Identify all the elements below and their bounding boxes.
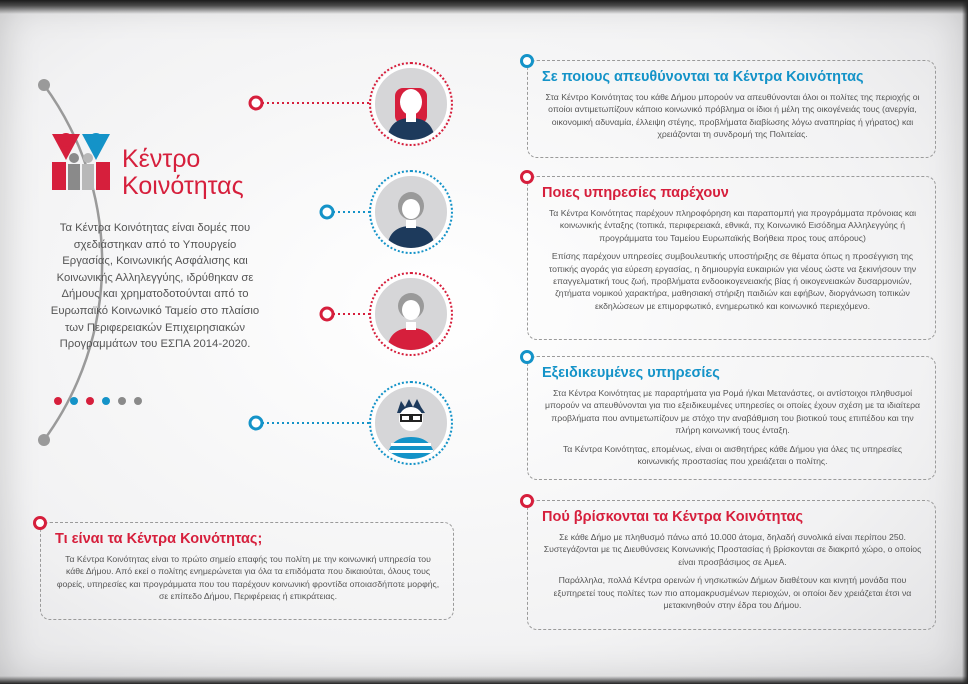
logo-mark-icon — [50, 130, 112, 192]
right-edge — [962, 0, 968, 684]
color-dots — [54, 392, 150, 410]
section-title: Σε ποιους απευθύνονται τα Κέντρα Κοινότητας — [542, 69, 864, 85]
logo-line-1: Κέντρο — [122, 145, 201, 173]
node-3 — [321, 308, 333, 320]
dot-red — [54, 397, 62, 405]
section-text: Παράλληλα, πολλά Κέντρα ορεινών ή νησιωτικών Δήμων διαθέτουν και κινητή μονάδα που εξυπηρετεί τους πολίτες των πιο απομακρυσμένων περιοχών, οι οποίοι δεν χρειάζεται έτσι να μετακινηθούν στην έδρα του Δήμου. — [553, 575, 912, 611]
dot-red — [86, 397, 94, 405]
avatar-young-man-glasses — [372, 384, 450, 462]
node-2 — [321, 206, 333, 218]
person-icon — [375, 176, 447, 248]
node-4 — [250, 417, 262, 429]
section-what — [40, 522, 454, 620]
logo-line-2: Κοινότητας — [122, 172, 244, 200]
section-title: Εξειδικευμένες υπηρεσίες — [542, 365, 720, 381]
section-marker — [33, 516, 47, 530]
person-icon — [375, 387, 447, 459]
section-who — [527, 60, 936, 158]
arc-end-top — [38, 79, 50, 91]
section-marker — [520, 170, 534, 184]
bottom-edge — [0, 676, 968, 684]
dot-grey — [134, 397, 142, 405]
section-text: Στα Κέντρο Κοινότητας του κάθε Δήμου μπορούν να απευθύνονται όλοι οι πολίτες της περιοχής οι οποίοι αντιμετωπίζουν κάποιο κοινωνικό πρόβλημα οι ίδιοι ή μέλη της οικογένειάς τους (ανεργία, οικονομική αδυναμία, έλλειψη στέγης, προβλήματα διαβίωσης λόγω αναπηρίας ή γήρατος) και χρειάζονται τη συνδρομή της Πολιτείας. — [545, 92, 920, 140]
node-1 — [250, 97, 262, 109]
avatar-woman-red-hair — [372, 65, 450, 143]
section-special — [527, 356, 936, 480]
dot-blue — [70, 397, 78, 405]
intro-text: Τα Κέντρα Κοινότητας είναι δομές που σχεδιάστηκαν από το Υπουργείο Εργασίας, Κοινωνικής Ασφάλισης και Κοινωνικής Αλληλεγγύης, ιδρύθηκαν σε Δήμους και χρηματοδοτούνται από το Ευρωπαϊκό Κοινωνικό Ταμείο στο πλαίσιο των Περιφερειακών Επιχειρησιακών Προγραμμάτων του ΕΣΠΑ 2014-2020. — [50, 222, 260, 351]
top-edge — [0, 0, 968, 14]
section-text: Στα Κέντρα Κοινότητας με παραρτήματα για Ρομά ή/και Μετανάστες, οι αντίστοιχοι πληθυσμοί μπορούν να απευθύνονται για πιο εξειδικευμένες υπηρεσίες οι οποίες έχουν σχέση με τα ιδιαίτερα προβλήματα που αντιμετωπίζουν με στόχο την αναβάθμιση του βιοτικού τους επιπέδου και την πλήρη κοινωνική τους ένταξη. — [544, 388, 921, 436]
section-marker — [520, 494, 534, 508]
logo-text — [122, 146, 244, 200]
avatar-elderly-woman — [372, 275, 450, 353]
section-text: Σε κάθε Δήμο με πληθυσμό πάνω από 10.000 άτομα, δηλαδή συνολικά είναι περίπου 250. Συστεγάζονται με τις Διευθύνσεις Κοινωνικής Προστασίας ή βρίσκονται σε διακριτό χώρο, ο οποίος είναι προσβάσιμος σε ΑμεΑ. — [543, 532, 922, 567]
section-text: Τα Κέντρα Κοινότητας, επομένως, είναι οι αισθητήρες κάθε Δήμου για όλες τις υπηρεσίες κοινωνικής προστασίας που χρειάζεται ο πολίτης. — [562, 443, 903, 467]
section-title: Ποιες υπηρεσίες παρέχουν — [542, 185, 729, 201]
section-services — [527, 176, 936, 340]
person-icon — [375, 278, 447, 350]
section-title: Τι είναι τα Κέντρα Κοινότητας; — [55, 531, 263, 547]
section-text: Επίσης παρέχουν υπηρεσίες συμβουλευτικής υποστήριξης σε θέματα όπως η προσέγγιση της τοπικής αγοράς για εύρεση εργασίας, η δημιουργία ευκαιριών για νέους ώστε να ξεκινήσουν την επαγγελματική τους ζωή, προβλήματα ενδοοικογενειακής βίας ή οικογενειακών δυσαρμονιών, ζητήματα νομικού χαρακτήρα, μαθησιακή στήριξη παιδιών και εφήβων, διοργάνωση τοπικών εκδηλώσεων με επιμορφωτικό, ενημερωτικό και κοινωνικό περιεχόμενο. — [548, 251, 917, 311]
person-icon — [375, 68, 447, 140]
section-text: Τα Κέντρα Κοινότητας είναι το πρώτο σημείο επαφής του πολίτη με την κοινωνική υπηρεσία του κάθε Δήμου. Από εκεί ο πολίτης ενημερώνεται για όλα τα επιδόματα που δικαιούται, όλους τους φορείς, υπηρεσίες και προγράμματα που του παρέχουν κοινωνική φροντίδα οποιασδήποτε μορφής, σε επίπεδο Δήμου, Περιφέρειας ή επικράτειας. — [56, 554, 440, 602]
arc-end-bottom — [38, 434, 50, 446]
section-where — [527, 500, 936, 630]
avatar-elderly-man — [372, 173, 450, 251]
dot-grey — [118, 397, 126, 405]
section-title: Πού βρίσκονται τα Κέντρα Κοινότητας — [542, 509, 803, 525]
section-text: Τα Κέντρα Κοινότητας παρέχουν πληροφόρηση και παραπομπή για προγράμματα πρόνοιας και κοινωνικής ένταξης (τοπικά, περιφερειακά, εθνικά, πχ Κοινωνικό Εισόδημα Αλληλεγγύης ή προγράμματα του Ταμείου Ευρωπαϊκής Βοήθεια προς τους απόρους) — [548, 208, 917, 243]
section-marker — [520, 350, 534, 364]
section-marker — [520, 54, 534, 68]
dot-blue — [102, 397, 110, 405]
